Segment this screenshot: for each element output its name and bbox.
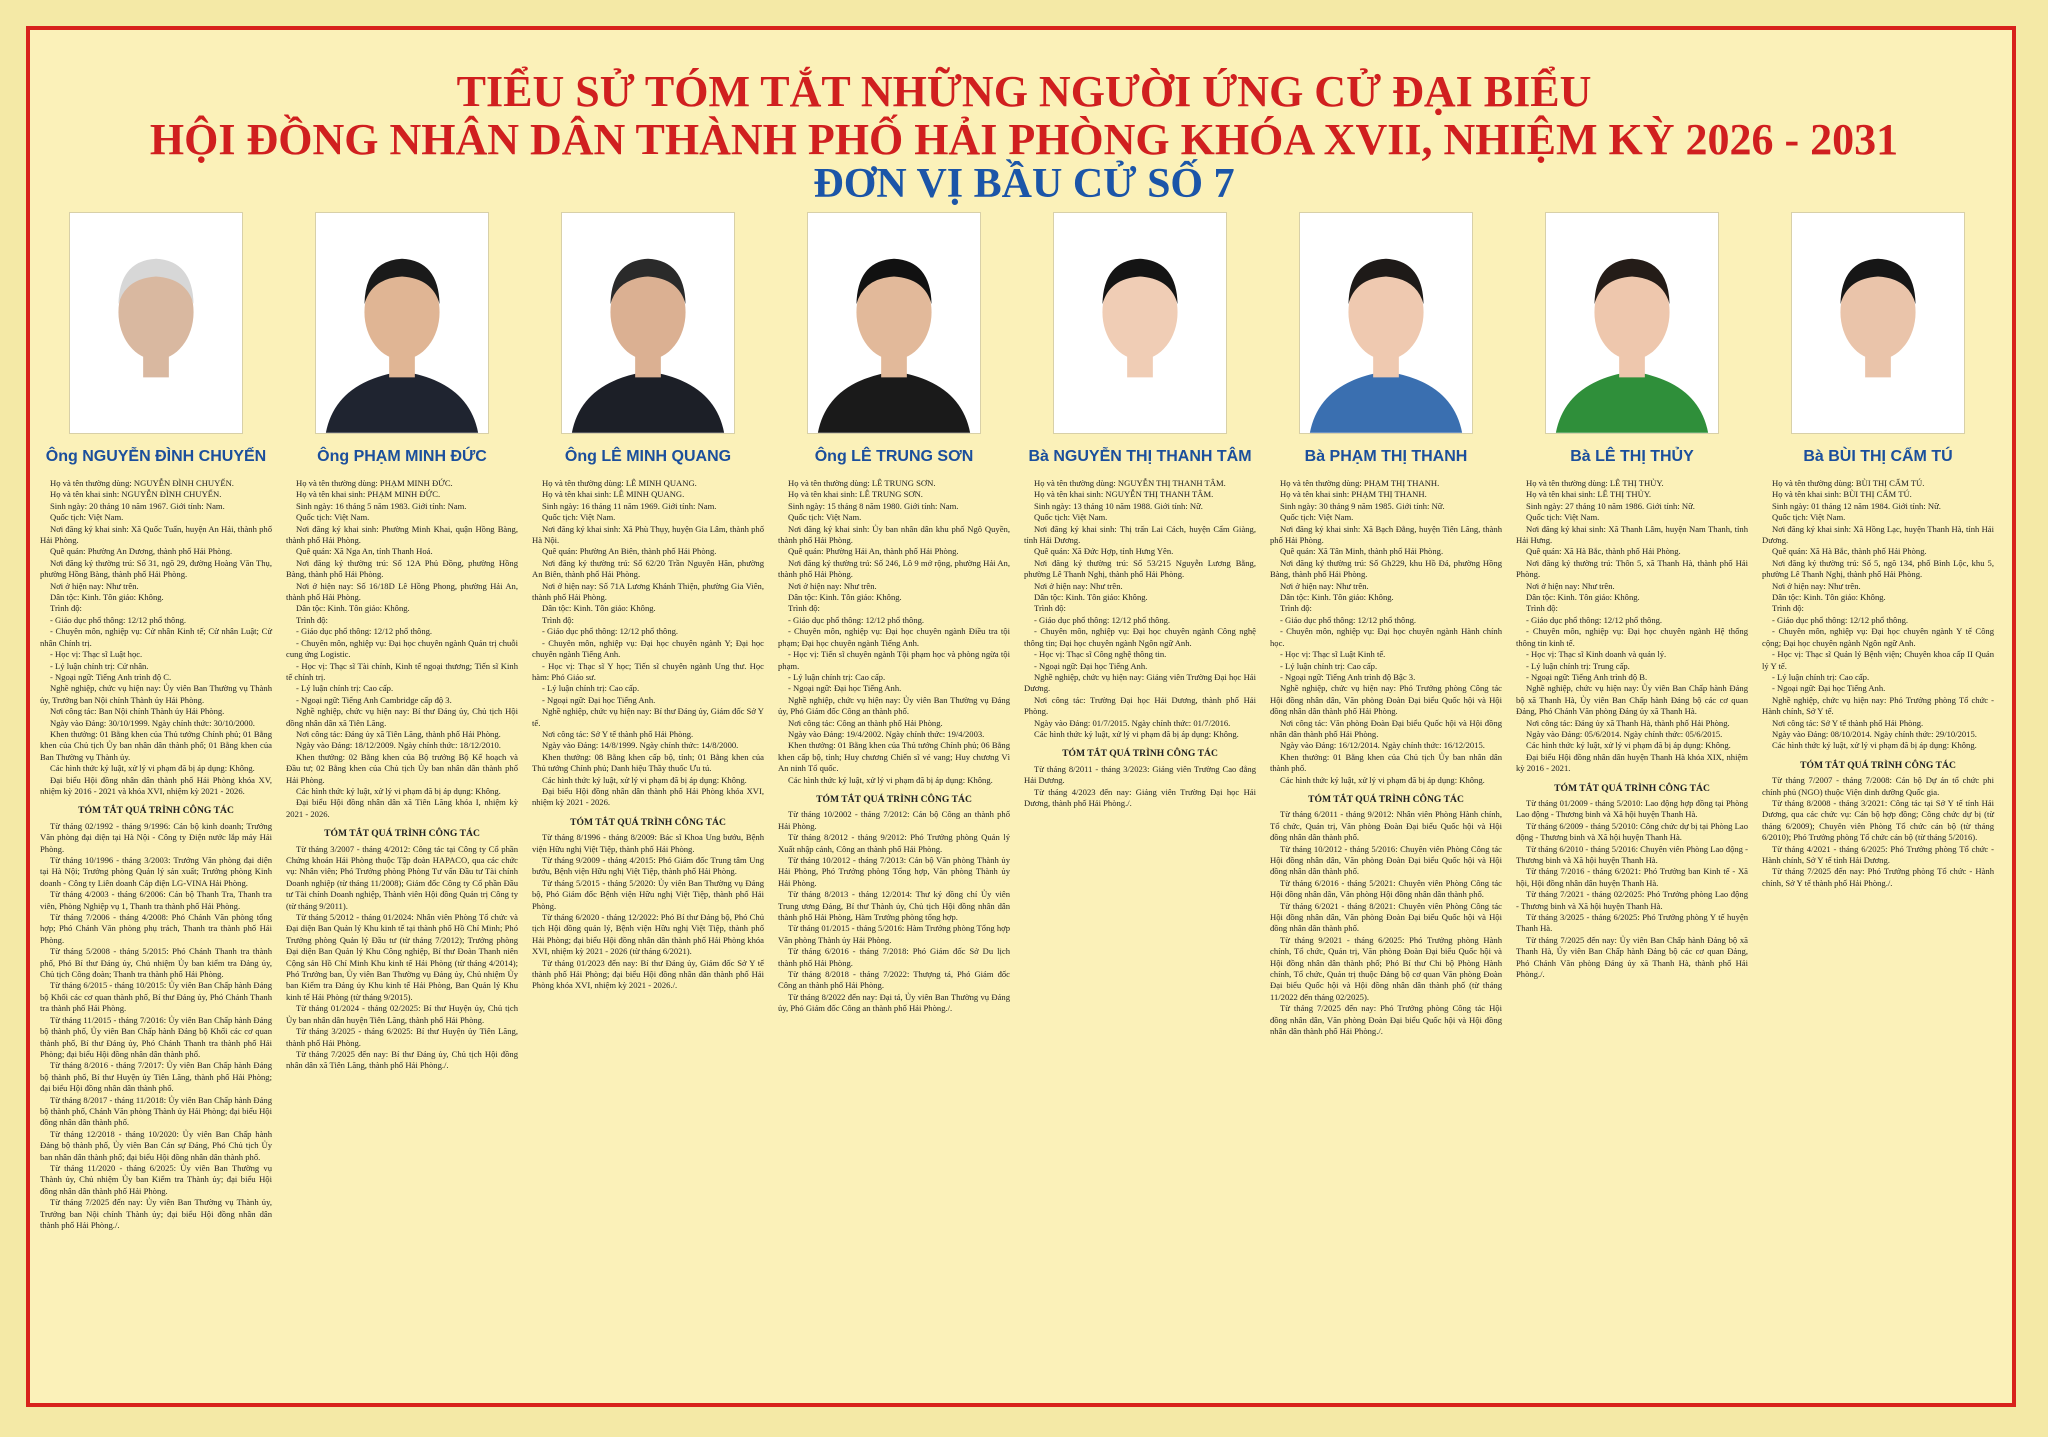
career-heading: TÓM TẮT QUÁ TRÌNH CÔNG TÁC: [1062, 748, 1218, 760]
bio-line: - Giáo dục phổ thông: 12/12 phổ thông.: [788, 614, 925, 625]
bio-line: Họ và tên khai sinh: LÊ MINH QUANG.: [542, 489, 685, 500]
candidate-portrait: [69, 212, 243, 434]
career-entry: Từ tháng 7/2025 đến nay: Phó Trưởng phòng Công tác Hội đồng nhân dân, Văn phòng Đoàn Đại biểu Quốc hội và Hội đồng nhân dân thành phố Hải Phòng./.: [1270, 1003, 1502, 1037]
bio-line: Quê quán: Phường An Biên, thành phố Hải Phòng.: [542, 546, 717, 557]
bio-line: Nơi đăng ký thường trú: Số 5, ngõ 134, phố Bình Lộc, khu 5, phường Lê Thanh Nghị, thành phố Hải Phòng.: [1762, 557, 1994, 580]
career-entry: Từ tháng 4/2023 đến nay: Giảng viên Trường Đại học Hải Dương, thành phố Hải Phòng./.: [1024, 786, 1256, 808]
bio-line: Đại biểu Hội đồng nhân dân thành phố Hải Phòng khóa XVI, nhiệm kỳ 2021 - 2026.: [532, 785, 764, 808]
candidate-column: [286, 212, 518, 1072]
career-entry: Từ tháng 12/2018 - tháng 10/2020: Ủy viên Ban Chấp hành Đảng bộ thành phố, Ủy viên Ban Cán sự Đảng, Phó Chủ tịch Ủy ban nhân dân thành phố; đại biểu Hội đồng nhân dân thành phố.: [40, 1128, 272, 1162]
bio-line: - Ngoại ngữ: Tiếng Anh Cambridge cấp độ 3.: [296, 694, 452, 705]
bio-line: Khen thưởng: 01 Bằng khen của Thủ tướng Chính phủ; 06 Bằng khen cấp bộ, tỉnh; Huy chương Chiến sĩ vẻ vang; Huy chương Vì An ninh Tổ quốc.: [778, 740, 1010, 774]
bio-line: - Ngoại ngữ: Đại học Tiếng Anh.: [1772, 683, 1886, 694]
bio-line: Đại biểu Hội đồng nhân dân xã Tiên Lãng khóa I, nhiệm kỳ 2021 - 2026.: [286, 797, 518, 819]
bio-line: Sinh ngày: 27 tháng 10 năm 1986. Giới tính: Nữ.: [1526, 500, 1695, 511]
bio-line: Quốc tịch: Việt Nam.: [542, 512, 616, 523]
bio-line: Nơi đăng ký thường trú: Số 62/20 Trần Nguyên Hãn, phường An Biên, thành phố Hải Phòng.: [532, 557, 764, 580]
bio-line: Quê quán: Xã Hà Bắc, thành phố Hải Phòng.: [1772, 546, 1927, 557]
bio-line: Nơi công tác: Trường Đại học Hải Dương, thành phố Hải Phòng.: [1024, 694, 1256, 717]
portrait-image: [1054, 213, 1226, 433]
bio-line: Nơi ở hiện nay: Như trên.: [1034, 580, 1123, 591]
bio-line: - Lý luận chính trị: Cao cấp.: [1280, 660, 1378, 671]
career-heading: TÓM TẮT QUÁ TRÌNH CÔNG TÁC: [78, 805, 234, 817]
bio-line: - Ngoại ngữ: Tiếng Anh trình độ C.: [50, 671, 172, 682]
career-entry: Từ tháng 8/2008 - tháng 3/2021: Công tác tại Sở Y tế tỉnh Hải Dương, qua các chức vụ: Cán bộ hợp đồng; Công chức dự bị (từ tháng 6/2009); Chuyên viên Phòng Tổ chức cán bộ (từ tháng 6/2010); Phó Trưởng phòng Tổ chức cán bộ (từ tháng 5/2016).: [1762, 797, 1994, 843]
bio-line: Nơi ở hiện nay: Như trên.: [1772, 580, 1861, 591]
candidate-biography: [1270, 478, 1502, 1038]
bio-line: - Học vị: Thạc sĩ Luật Kinh tế.: [1280, 649, 1386, 660]
bio-line: Họ và tên khai sinh: LÊ TRUNG SƠN.: [788, 489, 923, 500]
candidate-biography: [1024, 478, 1256, 809]
bio-line: Họ và tên thường dùng: NGUYỄN THỊ THANH TÂM.: [1034, 478, 1226, 488]
career-entry: Từ tháng 8/2013 - tháng 12/2014: Thư ký đồng chí Ủy viên Trung ương Đảng, Bí thư Thành ủy, Chủ tịch Hội đồng nhân dân thành phố Hải Phòng, Hàm Trưởng phòng tổng hợp.: [778, 889, 1010, 923]
bio-line: - Chuyên môn, nghiệp vụ: Đại học chuyên ngành Điều tra tội phạm; Đại học chuyên ngành Tiếng Anh.: [778, 626, 1010, 648]
career-entry: Từ tháng 6/2009 - tháng 5/2010: Công chức dự bị tại Phòng Lao động - Thương binh và Xã hội huyện Thanh Hà.: [1516, 820, 1748, 843]
bio-line: Ngày vào Đảng: 05/6/2014. Ngày chính thức: 05/6/2015.: [1526, 728, 1723, 739]
bio-line: Họ và tên khai sinh: PHẠM MINH ĐỨC.: [296, 489, 441, 500]
candidate-biography: [1762, 478, 1994, 889]
bio-line: Ngày vào Đảng: 01/7/2015. Ngày chính thức: 01/7/2016.: [1034, 717, 1231, 728]
bio-line: Các hình thức kỷ luật, xử lý vi phạm đã bị áp dụng: Không.: [1280, 774, 1485, 785]
bio-line: Nghề nghiệp, chức vụ hiện nay: Bí thư Đảng ủy, Giám đốc Sở Y tế.: [532, 706, 764, 728]
bio-line: - Chuyên môn, nghiệp vụ: Đại học chuyên ngành Y; Đại học chuyên ngành Tiếng Anh.: [532, 637, 764, 660]
bio-line: Nơi ở hiện nay: Số 71A Lương Khánh Thiện, phường Gia Viên, thành phố Hải Phòng.: [532, 580, 764, 603]
bio-line: Họ và tên thường dùng: BÙI THỊ CẨM TÚ.: [1772, 478, 1925, 488]
bio-line: Nơi đăng ký khai sinh: Xã Thanh Lâm, huyện Nam Thanh, tỉnh Hải Hưng.: [1516, 523, 1748, 546]
portrait-image: [1300, 213, 1472, 433]
bio-line: Họ và tên thường dùng: LÊ THỊ THỦY.: [1526, 478, 1664, 488]
career-entry: Từ tháng 10/1996 - tháng 3/2003: Trưởng Văn phòng đại diện tại Hà Nội; Trưởng phòng Quản lý sản xuất; Trưởng phòng Kinh doanh - Công ty Liên doanh Cáp điện LG-VINA Hải Phòng.: [40, 855, 272, 888]
bio-line: Quốc tịch: Việt Nam.: [1280, 512, 1354, 523]
bio-line: - Chuyên môn, nghiệp vụ: Đại học chuyên ngành Hành chính học.: [1270, 626, 1502, 648]
bio-line: - Lý luận chính trị: Cao cấp.: [542, 683, 640, 694]
bio-line: Nơi công tác: Sở Y tế thành phố Hải Phòng.: [1772, 717, 1924, 728]
bio-line: Dân tộc: Kinh. Tôn giáo: Không.: [1772, 592, 1886, 603]
bio-line: Dân tộc: Kinh. Tôn giáo: Không.: [296, 603, 410, 614]
career-entry: Từ tháng 01/2023 đến nay: Bí thư Đảng ủy, Giám đốc Sở Y tế thành phố Hải Phòng; đại biểu Hội đồng nhân dân thành phố Hải Phòng khóa XVI, nhiệm kỳ 2021 - 2026./.: [532, 957, 764, 991]
career-entry: Từ tháng 7/2006 - tháng 4/2008: Phó Chánh Văn phòng tổng hợp; Phó Chánh Văn phòng phụ trách, Thanh tra thành phố Hải Phòng.: [40, 912, 272, 945]
bio-line: - Ngoại ngữ: Đại học Tiếng Anh.: [542, 694, 656, 705]
candidate-name: Ông PHẠM MINH ĐỨC: [317, 448, 487, 465]
bio-line: - Chuyên môn, nghiệp vụ: Cử nhân Kinh tế; Cử nhân Luật; Cử nhân Chính trị.: [40, 626, 272, 648]
bio-line: - Học vị: Thạc sĩ Quản lý Bệnh viện; Chuyên khoa cấp II Quản lý Y tế.: [1762, 649, 1994, 671]
bio-line: Các hình thức kỷ luật, xử lý vi phạm đã bị áp dụng: Không.: [542, 774, 747, 785]
bio-line: Quốc tịch: Việt Nam.: [1034, 512, 1108, 523]
bio-line: - Học vị: Thạc sĩ Luật học.: [50, 649, 143, 660]
career-entry: Từ tháng 9/2021 - tháng 6/2025: Phó Trưởng phòng Hành chính, Tổ chức, Quản trị, Văn phòng Đoàn Đại biểu Quốc hội và Hội đồng nhân dân thành phố; Phó Bí thư Chi bộ Phòng Hành chính, Tổ chức, Quản trị thuộc Đảng bộ cơ quan Văn phòng Đoàn Đại biểu Quốc hội và Hội đồng nhân dân thành phố (từ tháng 11/2022 đến tháng 02/2025).: [1270, 934, 1502, 1002]
bio-line: - Giáo dục phổ thông: 12/12 phổ thông.: [50, 614, 187, 625]
career-entry: Từ tháng 8/2022 đến nay: Đại tá, Ủy viên Ban Thường vụ Đảng ủy, Phó Giám đốc Công an thành phố Hải Phòng./.: [778, 991, 1010, 1014]
candidate-name: Bà BÙI THỊ CẨM TÚ: [1803, 448, 1953, 465]
career-entry: Từ tháng 8/2012 - tháng 9/2012: Phó Trưởng phòng Quản lý Xuất nhập cảnh, Công an thành phố Hải Phòng.: [778, 832, 1010, 854]
bio-line: Nghề nghiệp, chức vụ hiện nay: Phó Trưởng phòng Công tác Hội đồng nhân dân, Văn phòng Đoàn Đại biểu Quốc hội và Hội đồng nhân dân thành phố Hải Phòng.: [1270, 683, 1502, 717]
bio-line: Họ và tên thường dùng: LÊ TRUNG SƠN.: [788, 478, 936, 488]
bio-line: Ngày vào Đảng: 30/10/1999. Ngày chính thức: 30/10/2000.: [50, 717, 255, 728]
career-entry: Từ tháng 7/2016 - tháng 6/2021: Phó Trưởng ban Kinh tế - Xã hội, Hội đồng nhân dân huyện Thanh Hà.: [1516, 866, 1748, 888]
bio-line: Các hình thức kỷ luật, xử lý vi phạm đã bị áp dụng: Không.: [788, 774, 993, 785]
career-heading: TÓM TẮT QUÁ TRÌNH CÔNG TÁC: [1308, 793, 1464, 805]
candidate-column: [1270, 212, 1502, 1038]
bio-line: - Giáo dục phổ thông: 12/12 phổ thông.: [1526, 614, 1663, 625]
bio-line: - Giáo dục phổ thông: 12/12 phổ thông.: [1280, 614, 1417, 625]
career-entry: Từ tháng 10/2012 - tháng 7/2013: Cán bộ Văn phòng Thành ủy Hải Phòng, Phó Trưởng phòng Tổng hợp, Văn phòng Thành ủy Hải Phòng.: [778, 855, 1010, 888]
bio-line: Nơi ở hiện nay: Như trên.: [788, 580, 877, 591]
career-heading: TÓM TẮT QUÁ TRÌNH CÔNG TÁC: [1800, 759, 1956, 771]
bio-line: Họ và tên khai sinh: BÙI THỊ CẨM TÚ.: [1772, 489, 1912, 500]
poster-subtitle: ĐƠN VỊ BẦU CỬ SỐ 7: [813, 161, 1235, 207]
career-entry: Từ tháng 8/2018 - tháng 7/2022: Thượng tá, Phó Giám đốc Công an thành phố Hải Phòng.: [778, 969, 1010, 991]
career-entry: Từ tháng 7/2025 đến nay: Ủy viên Ban Chấp hành Đảng bộ xã Thanh Hà, Ủy viên Ban Chấp hành Đảng bộ các cơ quan Đảng, Phó Chánh Văn phòng Đảng ủy xã Thanh Hà, thành phố Hải Phòng./.: [1516, 934, 1748, 980]
bio-line: Nơi công tác: Văn phòng Đoàn Đại biểu Quốc hội và Hội đồng nhân dân thành phố Hải Phòng.: [1270, 717, 1502, 739]
bio-line: Dân tộc: Kinh. Tôn giáo: Không.: [788, 592, 902, 603]
bio-line: Họ và tên thường dùng: PHẠM MINH ĐỨC.: [296, 478, 453, 488]
bio-line: - Chuyên môn, nghiệp vụ: Đại học chuyên ngành Công nghệ thông tin; Đại học chuyên ngành Ngôn ngữ Anh.: [1024, 626, 1256, 648]
bio-line: Nơi ở hiện nay: Số 16/18D Lê Hồng Phong, phường Hải An, thành phố Hải Phòng.: [286, 580, 518, 603]
bio-line: Nơi công tác: Công an thành phố Hải Phòng.: [788, 717, 943, 728]
bio-line: Sinh ngày: 15 tháng 8 năm 1980. Giới tính: Nam.: [788, 500, 959, 511]
candidate-name: Ông LÊ MINH QUANG: [564, 448, 732, 465]
career-entry: Từ tháng 11/2015 - tháng 7/2016: Ủy viên Ban Chấp hành Đảng bộ thành phố, Ủy viên Ban Chấp hành Đảng bộ Khối các cơ quan thành phố, Bí thư Đảng ủy, Phó Chánh Thanh tra thành phố Hải Phòng; đại biểu Hội đồng nhân dân thành phố.: [40, 1014, 272, 1059]
bio-line: Khen thưởng: 08 Bằng khen cấp bộ, tỉnh; 01 Bằng khen của Thủ tướng Chính phủ; Danh hiệu Thầy thuốc Ưu tú.: [532, 751, 764, 774]
bio-line: Họ và tên khai sinh: NGUYỄN THỊ THANH TÂM.: [1034, 489, 1214, 500]
bio-line: Nơi đăng ký khai sinh: Thị trấn Lai Cách, huyện Cẩm Giàng, tỉnh Hải Dương.: [1024, 523, 1256, 546]
bio-line: - Lý luận chính trị: Cao cấp.: [296, 683, 394, 694]
career-entry: Từ tháng 6/2015 - tháng 10/2015: Ủy viên Ban Chấp hành Đảng bộ Khối các cơ quan thành phố, Bí thư Đảng ủy, Phó Chánh Thanh tra thành phố Hải Phòng.: [40, 980, 272, 1014]
candidate-portrait: [315, 212, 489, 434]
bio-line: Trình độ:: [296, 614, 328, 625]
career-entry: Từ tháng 6/2016 - tháng 5/2021: Chuyên viên Phòng Công tác Hội đồng nhân dân, Văn phòng Hội đồng nhân dân thành phố.: [1270, 877, 1502, 900]
candidate-portrait: [1545, 212, 1719, 434]
bio-line: Nghề nghiệp, chức vụ hiện nay: Ủy viên Ban Thường vụ Đảng ủy, Phó Giám đốc Công an thành phố.: [778, 694, 1010, 717]
career-entry: Từ tháng 6/2016 - tháng 7/2018: Phó Giám đốc Sở Du lịch thành phố Hải Phòng.: [778, 946, 1010, 968]
career-entry: Từ tháng 10/2012 - tháng 5/2016: Chuyên viên Phòng Công tác Hội đồng nhân dân, Văn phòng Đoàn Đại biểu Quốc hội và Hội đồng nhân dân thành phố.: [1270, 843, 1502, 877]
bio-line: - Lý luận chính trị: Cao cấp.: [788, 671, 886, 682]
bio-line: Nơi đăng ký khai sinh: Ủy ban nhân dân khu phố Ngô Quyền, thành phố Hải Phòng.: [778, 523, 1010, 546]
career-entry: Từ tháng 6/2010 - tháng 5/2016: Chuyên viên Phòng Lao động - Thương binh và Xã hội huyện Thanh Hà.: [1516, 843, 1748, 865]
bio-line: - Giáo dục phổ thông: 12/12 phổ thông.: [1034, 614, 1171, 625]
bio-line: Họ và tên thường dùng: NGUYỄN ĐÌNH CHUYẾN.: [50, 478, 234, 488]
candidate-biography: [40, 478, 272, 1231]
career-heading: TÓM TẮT QUÁ TRÌNH CÔNG TÁC: [324, 828, 480, 840]
bio-line: - Giáo dục phổ thông: 12/12 phổ thông.: [1772, 614, 1909, 625]
bio-line: Nơi đăng ký khai sinh: Xã Quốc Tuấn, huyện An Hải, thành phố Hải Phòng.: [40, 523, 272, 546]
bio-line: - Chuyên môn, nghiệp vụ: Đại học chuyên ngành Hệ thống thông tin kinh tế.: [1516, 626, 1748, 648]
bio-line: - Học vị: Thạc sĩ Y học; Tiến sĩ chuyên ngành Ung thư. Học hàm: Phó Giáo sư.: [532, 660, 764, 682]
candidate-name: Ông NGUYỄN ĐÌNH CHUYẾN: [45, 448, 267, 465]
bio-line: Nghề nghiệp, chức vụ hiện nay: Giảng viên Trường Đại học Hải Dương.: [1024, 671, 1256, 694]
candidate-name: Ông LÊ TRUNG SƠN: [814, 448, 974, 465]
poster-title-line2: HỘI ĐỒNG NHÂN DÂN THÀNH PHỐ HẢI PHÒNG KHÓA XVII, NHIỆM KỲ 2026 - 2031: [149, 115, 1899, 164]
candidate-column: [778, 212, 1010, 1015]
bio-line: - Chuyên môn, nghiệp vụ: Đại học chuyên ngành Y tế Công cộng; Đại học chuyên ngành Ngôn ngữ Anh.: [1762, 626, 1994, 648]
candidate-column: [1762, 212, 1994, 889]
bio-line: Quê quán: Phường Hải An, thành phố Hải Phòng.: [788, 546, 959, 557]
portrait-image: [1546, 213, 1718, 433]
candidate-column: [1024, 212, 1256, 809]
bio-line: Quốc tịch: Việt Nam.: [1526, 512, 1600, 523]
career-entry: Từ tháng 8/2016 - tháng 7/2017: Ủy viên Ban Chấp hành Đảng bộ thành phố, Bí thư Huyện ủy Tiên Lãng, thành phố Hải Phòng; đại biểu Hội đồng nhân dân thành phố.: [40, 1060, 272, 1094]
bio-line: Trình độ:: [1280, 603, 1312, 614]
bio-line: Sinh ngày: 16 tháng 5 năm 1983. Giới tính: Nam.: [296, 500, 467, 511]
bio-line: - Ngoại ngữ: Tiếng Anh trình độ Bậc 3.: [1280, 671, 1416, 682]
portrait-image: [316, 213, 488, 433]
bio-line: - Lý luận chính trị: Cử nhân.: [50, 660, 149, 671]
candidate-portrait: [807, 212, 981, 434]
bio-line: Trình độ:: [1526, 603, 1558, 614]
bio-line: Nơi đăng ký thường trú: Số 12A Phủ Đồng, phường Hồng Bàng, thành phố Hải Phòng.: [286, 557, 518, 580]
career-entry: Từ tháng 01/2015 - tháng 5/2016: Hàm Trưởng phòng Tổng hợp Văn phòng Thành ủy Hải Phòng.: [778, 923, 1010, 945]
career-entry: Từ tháng 7/2007 - tháng 7/2008: Cán bộ Dự án tổ chức phi chính phủ (NGO) thuộc Viện dinh dưỡng Quốc gia.: [1762, 775, 1994, 797]
bio-line: Nghề nghiệp, chức vụ hiện nay: Phó Trưởng phòng Tổ chức - Hành chính, Sở Y tế.: [1762, 694, 1994, 717]
career-entry: Từ tháng 6/2020 - tháng 12/2022: Phó Bí thư Đảng bộ, Phó Chủ tịch Hội đồng quản lý, Bệnh viện Hữu nghị Việt Tiệp, thành phố Hải Phòng; đại biểu Hội đồng nhân dân thành phố Hải Phòng khóa XVI, nhiệm kỳ 2021 - 2026 (từ tháng 6/2021).: [532, 912, 764, 957]
poster-title-line1: TIỂU SỬ TÓM TẮT NHỮNG NGƯỜI ỨNG CỬ ĐẠI BIỂU: [456, 67, 1592, 116]
bio-line: Sinh ngày: 01 tháng 12 năm 1984. Giới tính: Nữ.: [1772, 500, 1941, 511]
bio-line: Nơi đăng ký khai sinh: Xã Bạch Đằng, huyện Tiên Lãng, thành phố Hải Phòng.: [1270, 523, 1502, 546]
bio-line: Sinh ngày: 16 tháng 11 năm 1969. Giới tính: Nam.: [542, 500, 717, 511]
bio-line: Nơi công tác: Đảng ủy xã Tiên Lãng, thành phố Hải Phòng.: [296, 728, 501, 739]
candidate-biography: [778, 478, 1010, 1015]
bio-line: Nơi công tác: Ban Nội chính Thành ủy Hải Phòng.: [50, 706, 225, 717]
bio-line: Khen thưởng: 01 Bằng khen của Thủ tướng Chính phủ; 01 Bằng khen của Chủ tịch Ủy ban nhân dân thành phố; 01 Bằng khen của Ban Thường vụ Thành ủy.: [40, 728, 272, 762]
career-entry: Từ tháng 5/2012 - tháng 01/2024: Nhân viên Phòng Tổ chức và Đại diện Ban Quản lý Khu kinh tế tại thành phố Hồ Chí Minh; Phó Trưởng phòng Quản lý Đầu tư (từ tháng 7/2012); Trưởng phòng Đại diện Ban Quản lý Khu Công nghiệp, Bí thư Đoàn Thanh niên Cộng sản Hồ Chí Minh Khu kinh tế Hải Phòng (từ tháng 4/2014); Phó Trưởng ban, Ủy viên Ban Thường vụ Đảng ủy, Chủ nhiệm Ủy ban Kiểm tra Đảng ủy Khu kinh tế Hải Phòng, Ban Quản lý Khu kinh tế Hải Phòng (từ tháng 9/2015).: [286, 912, 518, 1002]
bio-line: - Học vị: Thạc sĩ Công nghệ thông tin.: [1034, 649, 1167, 660]
bio-line: Khen thưởng: 01 Bằng khen của Chủ tịch Ủy ban nhân dân thành phố.: [1270, 751, 1502, 774]
career-entry: Từ tháng 10/2002 - tháng 7/2012: Cán bộ Công an thành phố Hải Phòng.: [778, 809, 1010, 831]
bio-line: - Ngoại ngữ: Đại học Tiếng Anh.: [788, 683, 902, 694]
bio-line: Quê quán: Xã Hà Bắc, thành phố Hải Phòng.: [1526, 546, 1681, 557]
bio-line: Trình độ:: [1034, 603, 1066, 614]
bio-line: Sinh ngày: 30 tháng 9 năm 1985. Giới tính: Nữ.: [1280, 500, 1445, 511]
bio-line: Các hình thức kỷ luật, xử lý vi phạm đã bị áp dụng: Không.: [1772, 740, 1977, 751]
candidate-portrait: [1053, 212, 1227, 434]
bio-line: Nơi đăng ký thường trú: Số Gh229, khu Hồ Đá, phường Hồng Bàng, thành phố Hải Phòng.: [1270, 557, 1502, 580]
career-entry: Từ tháng 3/2025 - tháng 6/2025: Bí thư Huyện ủy Tiên Lãng, thành phố Hải Phòng.: [286, 1026, 518, 1048]
bio-line: Trình độ:: [50, 603, 82, 614]
bio-line: Nơi đăng ký thường trú: Thôn 5, xã Thanh Hà, thành phố Hải Phòng.: [1516, 557, 1748, 580]
bio-line: - Lý luận chính trị: Cao cấp.: [1772, 671, 1870, 682]
bio-line: Sinh ngày: 13 tháng 10 năm 1988. Giới tính: Nữ.: [1034, 500, 1203, 511]
bio-line: Nơi công tác: Đảng ủy xã Thanh Hà, thành phố Hải Phòng.: [1526, 717, 1730, 728]
bio-line: Sinh ngày: 20 tháng 10 năm 1967. Giới tính: Nam.: [50, 500, 225, 511]
career-entry: Từ tháng 8/2017 - tháng 11/2018: Ủy viên Ban Chấp hành Đảng bộ thành phố, Chánh Văn phòng Thành ủy Hải Phòng; đại biểu Hội đồng nhân dân thành phố.: [40, 1094, 272, 1128]
candidate-portrait: [1299, 212, 1473, 434]
bio-line: Các hình thức kỷ luật, xử lý vi phạm đã bị áp dụng: Không.: [1034, 728, 1239, 739]
bio-line: Họ và tên khai sinh: LÊ THỊ THỦY.: [1526, 489, 1652, 500]
bio-line: Nghề nghiệp, chức vụ hiện nay: Bí thư Đảng ủy, Chủ tịch Hội đồng nhân dân xã Tiên Lãng.: [286, 706, 518, 728]
candidate-name: Bà LÊ THỊ THỦY: [1570, 448, 1694, 465]
candidate-name: Bà NGUYỄN THỊ THANH TÂM: [1028, 448, 1252, 465]
bio-line: Quốc tịch: Việt Nam.: [788, 512, 862, 523]
bio-line: Ngày vào Đảng: 18/12/2009. Ngày chính thức: 18/12/2010.: [296, 740, 501, 751]
bio-line: Họ và tên thường dùng: LÊ MINH QUANG.: [542, 478, 697, 488]
career-entry: Từ tháng 01/2009 - tháng 5/2010: Lao động hợp đồng tại Phòng Lao động - Thương binh và Xã hội huyện Thanh Hà.: [1516, 797, 1748, 820]
portrait-image: [1792, 213, 1964, 433]
bio-line: Họ và tên khai sinh: PHẠM THỊ THANH.: [1280, 489, 1427, 500]
bio-line: Dân tộc: Kinh. Tôn giáo: Không.: [50, 592, 164, 603]
career-entry: Từ tháng 7/2025 đến nay: Ủy viên Ban Thường vụ Thành ủy, Trưởng ban Nội chính Thành ủy; đại biểu Hội đồng nhân dân thành phố Hải Phòng./.: [40, 1197, 272, 1230]
career-entry: Từ tháng 8/1996 - tháng 8/2009: Bác sĩ Khoa Ung bướu, Bệnh viện Hữu nghị Việt Tiệp, thành phố Hải Phòng.: [532, 832, 764, 854]
bio-line: Quê quán: Xã Nga An, tỉnh Thanh Hoá.: [296, 546, 433, 557]
candidate-name: Bà PHẠM THỊ THANH: [1304, 448, 1468, 465]
bio-line: Quốc tịch: Việt Nam.: [50, 512, 124, 523]
bio-line: - Lý luận chính trị: Trung cấp.: [1526, 660, 1630, 671]
bio-line: Quê quán: Xã Đức Hợp, tỉnh Hưng Yên.: [1034, 546, 1174, 557]
bio-line: Trình độ:: [542, 614, 574, 625]
career-entry: Từ tháng 02/1992 - tháng 9/1996: Cán bộ kinh doanh; Trưởng Văn phòng đại diện tại Hà Nội - Công ty Điện nước lắp máy Hải Phòng.: [40, 820, 272, 854]
career-heading: TÓM TẮT QUÁ TRÌNH CÔNG TÁC: [570, 816, 726, 828]
career-heading: TÓM TẮT QUÁ TRÌNH CÔNG TÁC: [1554, 782, 1710, 794]
portrait-image: [562, 213, 734, 433]
career-entry: Từ tháng 4/2003 - tháng 6/2006: Cán bộ Thanh Tra, Thanh tra viên, Phòng Nghiệp vụ 1, Thanh tra thành phố Hải Phòng.: [40, 889, 272, 911]
bio-line: Quốc tịch: Việt Nam.: [1772, 512, 1846, 523]
bio-line: Các hình thức kỷ luật, xử lý vi phạm đã bị áp dụng: Không.: [1526, 740, 1731, 751]
career-entry: Từ tháng 6/2011 - tháng 9/2012: Nhân viên Phòng Hành chính, Tổ chức, Quản trị, Văn phòng Đoàn Đại biểu Quốc hội và Hội đồng nhân dân thành phố.: [1270, 809, 1502, 843]
bio-line: Họ và tên khai sinh: NGUYỄN ĐÌNH CHUYẾN.: [50, 489, 222, 500]
bio-line: - Giáo dục phổ thông: 12/12 phổ thông.: [296, 626, 433, 637]
candidate-biography: [286, 478, 518, 1072]
bio-line: - Học vị: Thạc sĩ Tài chính, Kinh tế ngoại thương; Tiến sĩ Kinh tế chính trị.: [286, 660, 518, 682]
career-entry: Từ tháng 6/2021 - tháng 8/2021: Chuyên viên Phòng Công tác Hội đồng nhân dân, Văn phòng Đoàn Đại biểu Quốc hội và Hội đồng nhân dân thành phố.: [1270, 900, 1502, 934]
bio-line: Dân tộc: Kinh. Tôn giáo: Không.: [542, 603, 656, 614]
bio-line: - Giáo dục phổ thông: 12/12 phổ thông.: [542, 626, 679, 637]
bio-line: Nơi đăng ký thường trú: Số 53/215 Nguyễn Lương Bằng, phường Lê Thanh Nghị, thành phố Hải Phòng.: [1024, 557, 1256, 580]
career-entry: Từ tháng 9/2009 - tháng 4/2015: Phó Giám đốc Trung tâm Ung bướu, Bệnh viện Hữu nghị Việt Tiệp, thành phố Hải Phòng.: [532, 855, 764, 877]
bio-line: Nơi đăng ký thường trú: Số 31, ngõ 29, đường Hoàng Văn Thụ, phường Hồng Bàng, thành phố Hải Phòng.: [40, 557, 272, 580]
career-entry: Từ tháng 01/2024 - tháng 02/2025: Bí thư Huyện ủy, Chủ tịch Ủy ban nhân dân huyện Tiên Lãng, thành phố Hải Phòng.: [286, 1003, 518, 1025]
bio-line: Nơi ở hiện nay: Như trên.: [50, 580, 139, 591]
career-entry: Từ tháng 11/2020 - tháng 6/2025: Ủy viên Ban Thường vụ Thành ủy, Chủ nhiệm Ủy ban Kiểm tra Thành ủy; đại biểu Hội đồng nhân dân thành phố Hải Phòng.: [40, 1162, 272, 1196]
career-entry: Từ tháng 4/2021 - tháng 6/2025: Phó Trưởng phòng Tổ chức - Hành chính, Sở Y tế tỉnh Hải Dương.: [1762, 843, 1994, 865]
bio-line: Khen thưởng: 02 Bằng khen của Bộ trưởng Bộ Kế hoạch và Đầu tư; 02 Bằng khen của Chủ tịch Ủy ban nhân dân thành phố Hải Phòng.: [286, 751, 518, 785]
bio-line: Ngày vào Đảng: 14/8/1999. Ngày chính thức: 14/8/2000.: [542, 740, 739, 751]
bio-line: Dân tộc: Kinh. Tôn giáo: Không.: [1280, 592, 1394, 603]
bio-line: Đại biểu Hội đồng nhân dân huyện Thanh Hà khóa XIX, nhiệm kỳ 2016 - 2021.: [1516, 751, 1748, 774]
bio-line: - Học vị: Tiến sĩ chuyên ngành Tội phạm học và phòng ngừa tội phạm.: [778, 649, 1010, 671]
bio-line: Nơi đăng ký khai sinh: Xã Phù Thụy, huyện Gia Lâm, thành phố Hà Nội.: [532, 523, 764, 546]
candidate-column: [1516, 212, 1748, 980]
bio-line: Nơi đăng ký thường trú: Số 246, Lô 9 mở rộng, phường Hải An, thành phố Hải Phòng.: [778, 557, 1010, 580]
bio-line: Các hình thức kỷ luật, xử lý vi phạm đã bị áp dụng: Không.: [50, 763, 255, 774]
career-entry: Từ tháng 5/2008 - tháng 5/2015: Phó Chánh Thanh tra thành phố, Phó Bí thư Đảng ủy, Chủ nhiệm Ủy ban kiểm tra Đảng ủy, Chủ tịch Công đoàn; Thanh tra thành phố Hải Phòng.: [40, 946, 272, 980]
bio-line: Dân tộc: Kinh. Tôn giáo: Không.: [1526, 592, 1640, 603]
bio-line: Ngày vào Đảng: 19/4/2002. Ngày chính thức: 19/4/2003.: [788, 728, 985, 739]
bio-line: Nơi công tác: Sở Y tế thành phố Hải Phòng.: [542, 728, 694, 739]
bio-line: - Chuyên môn, nghiệp vụ: Đại học chuyên ngành Quản trị chuỗi cung ứng Logistic.: [286, 637, 518, 660]
career-entry: Từ tháng 7/2025 đến nay: Phó Trưởng phòng Tổ chức - Hành chính, Sở Y tế thành phố Hải Phòng./.: [1762, 866, 1994, 888]
bio-line: - Ngoại ngữ: Tiếng Anh trình độ B.: [1526, 671, 1648, 682]
career-entry: Từ tháng 3/2007 - tháng 4/2012: Công tác tại Công ty Cổ phần Chứng khoán Hải Phòng thuộc Tập đoàn HAPACO, qua các chức vụ: Nhân viên; Phó Trưởng phòng Phòng Tư vấn Đầu tư Tài chính Doanh nghiệp (từ tháng 11/2008); Giám đốc Công ty Cổ phần Đầu tư Tài chính Doanh nghiệp, Thành viên Hội đồng Quản trị Công ty (từ tháng 9/2011).: [286, 843, 518, 911]
bio-line: - Ngoại ngữ: Đại học Tiếng Anh.: [1034, 660, 1148, 671]
career-entry: Từ tháng 3/2025 - tháng 6/2025: Phó Trưởng phòng Y tế huyện Thanh Hà.: [1516, 912, 1748, 934]
bio-line: Quê quán: Xã Tân Minh, thành phố Hải Phòng.: [1280, 546, 1444, 557]
candidate-portrait: [561, 212, 735, 434]
bio-line: Nơi đăng ký khai sinh: Phường Minh Khai, quận Hồng Bàng, thành phố Hải Phòng.: [286, 523, 518, 546]
career-entry: Từ tháng 8/2011 - tháng 3/2023: Giảng viên Trường Cao đẳng Hải Dương.: [1024, 763, 1256, 786]
career-entry: Từ tháng 5/2015 - tháng 5/2020: Ủy viên Ban Thường vụ Đảng bộ, Phó Giám đốc Bệnh viện Hữu nghị Việt Tiệp, thành phố Hải Phòng.: [532, 877, 764, 911]
career-entry: Từ tháng 7/2025 đến nay: Bí thư Đảng ủy, Chủ tịch Hội đồng nhân dân xã Tiên Lãng, thành phố Hải Phòng./.: [286, 1048, 518, 1071]
portrait-image: [70, 213, 242, 433]
bio-line: - Học vị: Thạc sĩ Kinh doanh và quản lý.: [1526, 649, 1667, 660]
bio-line: Nơi đăng ký khai sinh: Xã Hồng Lạc, huyện Thanh Hà, tỉnh Hải Dương.: [1762, 523, 1994, 546]
candidate-column: [40, 212, 272, 1231]
bio-line: Trình độ:: [1772, 603, 1804, 614]
career-heading: TÓM TẮT QUÁ TRÌNH CÔNG TÁC: [816, 793, 972, 805]
bio-line: Nơi ở hiện nay: Như trên.: [1280, 580, 1369, 591]
bio-line: Ngày vào Đảng: 16/12/2014. Ngày chính thức: 16/12/2015.: [1280, 740, 1485, 751]
bio-line: Các hình thức kỷ luật, xử lý vi phạm đã bị áp dụng: Không.: [296, 785, 501, 796]
bio-line: Trình độ:: [788, 603, 820, 614]
bio-line: Quốc tịch: Việt Nam.: [296, 512, 370, 523]
bio-line: Nghề nghiệp, chức vụ hiện nay: Ủy viên Ban Thường vụ Thành ủy, Trưởng ban Nội chính Thành ủy Hải Phòng.: [40, 683, 272, 705]
candidate-column: [532, 212, 764, 992]
candidate-biography: [532, 478, 764, 992]
bio-line: Họ và tên thường dùng: PHẠM THỊ THANH.: [1280, 478, 1440, 488]
bio-line: Nghề nghiệp, chức vụ hiện nay: Ủy viên Ban Chấp hành Đảng bộ xã Thanh Hà, Ủy viên Ban Chấp hành Đảng bộ các cơ quan Đảng, Phó Chánh Văn phòng Đảng ủy xã Thanh Hà.: [1516, 683, 1748, 717]
career-entry: Từ tháng 7/2021 - tháng 02/2025: Phó Trưởng phòng Lao động - Thương binh và Xã hội huyện Thanh Hà.: [1516, 889, 1748, 911]
bio-line: Nơi ở hiện nay: Như trên.: [1526, 580, 1615, 591]
bio-line: Dân tộc: Kinh. Tôn giáo: Không.: [1034, 592, 1148, 603]
candidate-portrait: [1791, 212, 1965, 434]
bio-line: Quê quán: Phường An Dương, thành phố Hải Phòng.: [50, 546, 233, 557]
portrait-image: [808, 213, 980, 433]
bio-line: Ngày vào Đảng: 08/10/2014. Ngày chính thức: 29/10/2015.: [1772, 728, 1977, 739]
bio-line: Đại biểu Hội đồng nhân dân thành phố Hải Phòng khóa XV, nhiệm kỳ 2016 - 2021 và khóa XVI, nhiệm kỳ 2021 - 2026.: [40, 774, 272, 796]
candidate-biography: [1516, 478, 1748, 980]
